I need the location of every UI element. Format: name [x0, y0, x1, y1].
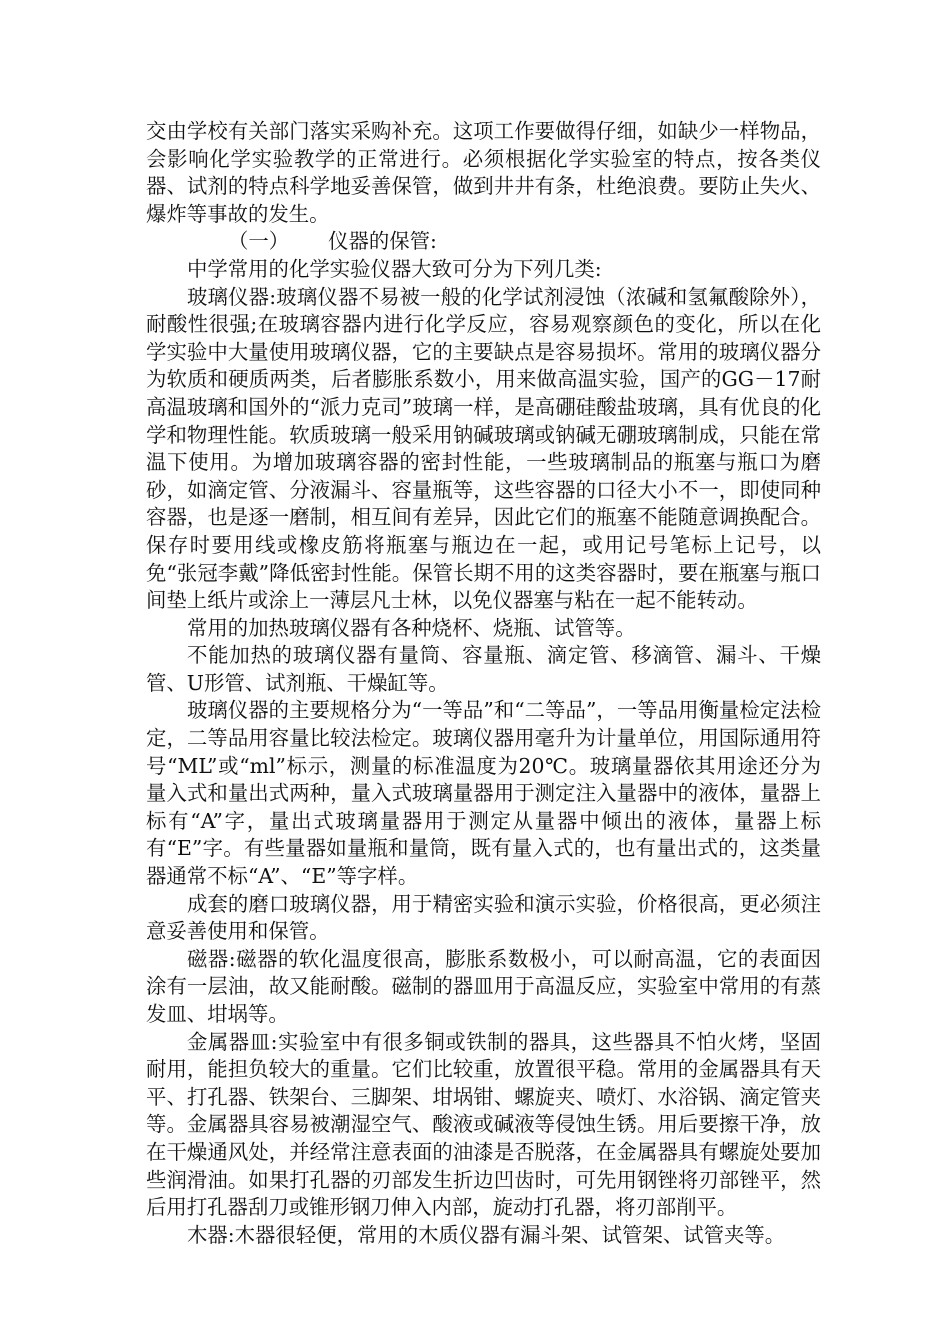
paragraph-procurement: 交由学校有关部门落实采购补充。这项工作要做得仔细，如缺少一样物品，会影响化学实验教学的正常进行。必须根据化学实验室的特点，按各类仪器、试剂的特点科学地妥善保管，做到井井有条，杜绝浪费。要防止失火、爆炸等事故的发生。 — [146, 119, 821, 226]
section-title: 仪器的保管: — [328, 229, 437, 254]
paragraph-porcelain: 磁器:磁器的软化温度很高，膨胀系数极小，可以耐高温，它的表面因涂有一层油，故又能耐酸。磁制的器皿用于高温反应，实验室中常用的有蒸发皿、坩埚等。 — [146, 946, 821, 1026]
paragraph-non-heating-glassware: 不能加热的玻璃仪器有量筒、容量瓶、滴定管、移滴管、漏斗、干燥管、U形管、试剂瓶、干燥缸等。 — [146, 643, 821, 695]
paragraph-wooden-ware: 木器:木器很轻便，常用的木质仪器有漏斗架、试管架、试管夹等。 — [187, 1222, 786, 1247]
section-heading — [146, 228, 821, 256]
paragraph-glassware-grades: 玻璃仪器的主要规格分为“一等品”和“二等品”，一等品用衡量检定法检定，二等品用容量比较法检定。玻璃仪器用毫升为计量单位，用国际通用符号“ML”或“ml”标示，测量的标准温度为20℃。玻璃量器依其用途还分为量入式和量出式两种，量入式玻璃量器用于测定注入量器中的液体，量器上标有“A”字，量出式玻璃量器用于测定从量器中倾出的液体，量器上标有“E”字。有些量器如量瓶和量筒，既有量入式的，也有量出式的，这类量器通常不标“A”、“E”等字样。 — [146, 698, 821, 889]
paragraph-metal-ware: 金属器皿:实验室中有很多铜或铁制的器具，这些器具不怕火烤，坚固耐用，能担负较大的重量。它们比较重，放置很平稳。常用的金属器具有天平、打孔器、铁架台、三脚架、坩埚钳、螺旋夹、喷灯、水浴锅、滴定管夹等。金属器具容易被潮湿空气、酸液或碱液等侵蚀生锈。用后要擦干净，放在干燥通风处，并经常注意表面的油漆是否脱落，在金属器具有螺旋处要加些润滑油。如果打孔器的刃部发生折边凹齿时，可先用钢锉将刃部锉平，然后用打孔器刮刀或锥形钢刀伸入内部，旋动打孔器，将刃部削平。 — [146, 1029, 821, 1220]
paragraph-heating-glassware: 常用的加热玻璃仪器有各种烧杯、烧瓶、试管等。 — [187, 615, 636, 640]
paragraph-glassware: 玻璃仪器:玻璃仪器不易被一般的化学试剂浸蚀（浓碱和氢氟酸除外），耐酸性很强;在玻璃容器内进行化学反应，容易观察颜色的变化，所以在化学实验中大量使用玻璃仪器，它的主要缺点是容易损坏。常用的玻璃仪器分为软质和硬质两类，后者膨胀系数小，用来做高温实验，国产的GG－17耐高温玻璃和国外的“派力克司”玻璃一样，是高硼硅酸盐玻璃，具有优良的化学和物理性能。软质玻璃一般采用钠碱玻璃或钠碱无硼玻璃制成，只能在常温下使用。为增加玻璃容器的密封性能，一些玻璃制品的瓶塞与瓶口为磨砂，如滴定管、分液漏斗、容量瓶等，这些容器的口径大小不一，即使同种容器，也是逐一磨制，相互间有差异，因此它们的瓶塞不能随意调换配合。保存时要用线或橡皮筋将瓶塞与瓶边在一起，或用记号笔标上记号，以免“张冠李戴”降低密封性能。保管长期不用的这类容器时，要在瓶塞与瓶口间垫上纸片或涂上一薄层凡士林，以免仪器塞与粘在一起不能转动。 — [146, 284, 821, 613]
section-number: （一） — [228, 229, 290, 254]
paragraph-ground-glass-sets: 成套的磨口玻璃仪器，用于精密实验和演示实验，价格很高，更必须注意妥善使用和保管。 — [146, 891, 821, 944]
paragraph-categories-intro: 中学常用的化学实验仪器大致可分为下列几类: — [187, 256, 602, 281]
document-page — [146, 118, 821, 1249]
